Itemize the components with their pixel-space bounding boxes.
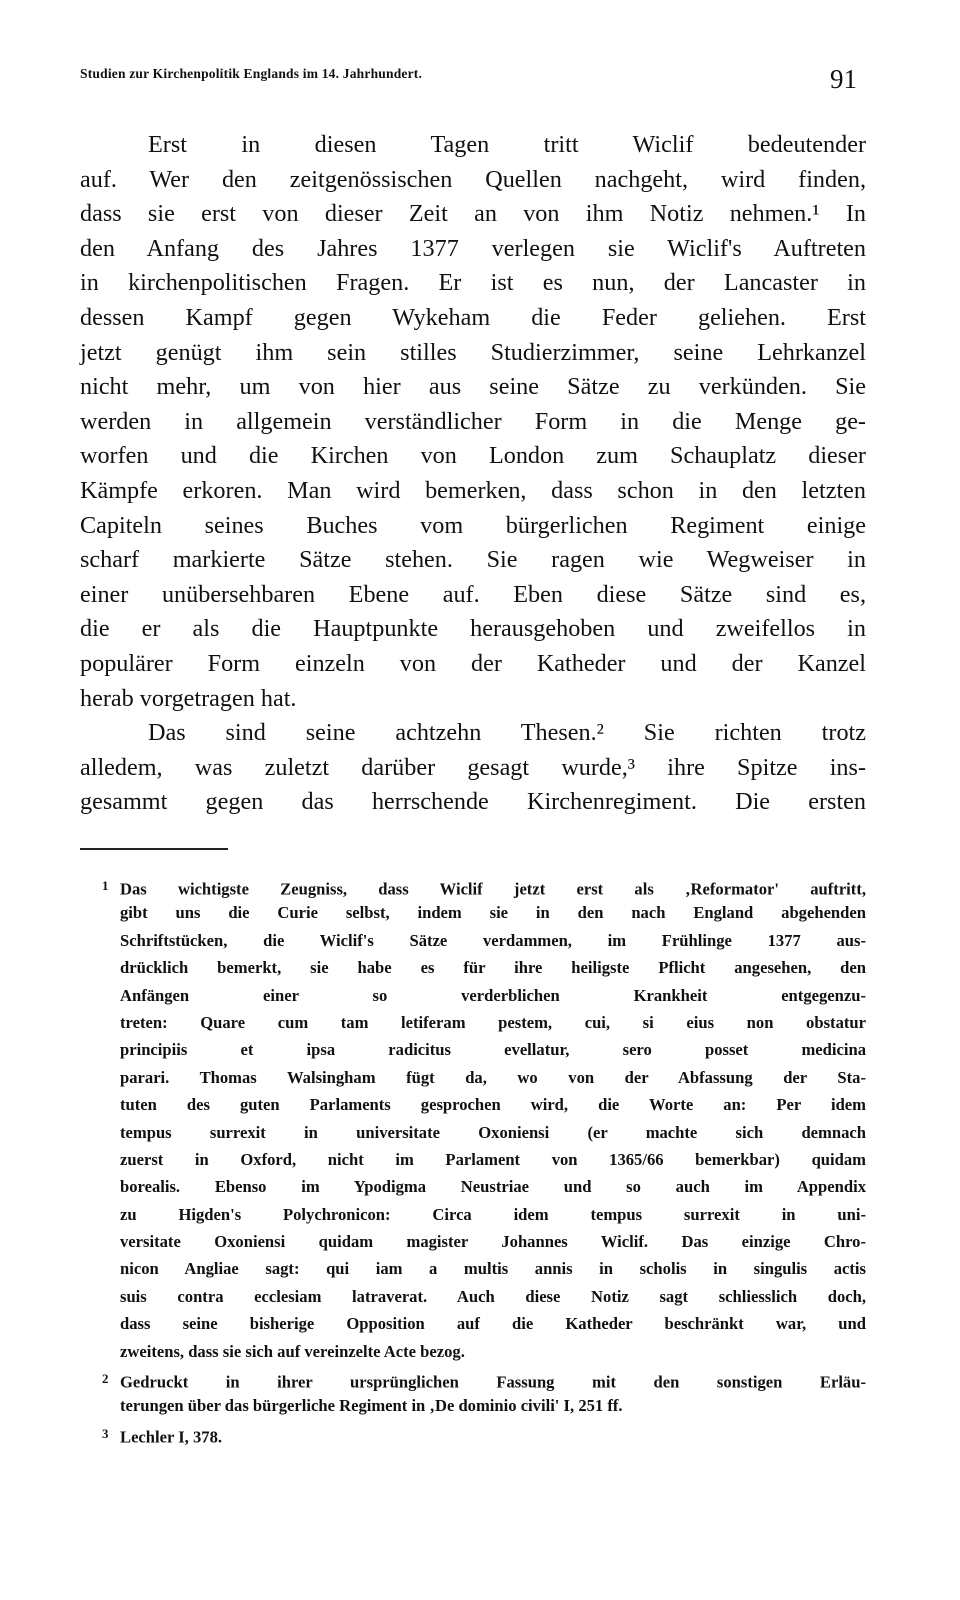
footnote-1-line: parari. Thomas Walsingham fügt da, wo von der Abfassung der Sta-	[120, 1067, 866, 1087]
body-line: Erst in diesen Tagen tritt Wiclif bedeutender	[148, 131, 866, 158]
body-line: worfen und die Kirchen von London zum Schauplatz dieser	[80, 442, 866, 470]
footnote-1-marker: 1	[102, 878, 109, 893]
footnote-1-line: suis contra ecclesiam latraverat. Auch diese Notiz sagt schliesslich doch,	[120, 1286, 866, 1306]
footnote-1-line: tempus surrexit in universitate Oxoniensi (er machte sich demnach	[120, 1122, 866, 1142]
body-line: in kirchenpolitischen Fragen. Er ist es nun, der Lancaster in	[80, 269, 866, 297]
footnote-1-line: gibt uns die Curie selbst, indem sie in den nach England abgehenden	[120, 903, 866, 923]
footnote-2-text: Gedruckt in ihrer ursprünglichen Fassung mit den sonstigen Erläu-	[120, 1372, 866, 1392]
footnote-1-line: Schriftstücken, die Wiclif's Sätze verdammen, im Frühlinge 1377 aus-	[120, 930, 866, 950]
footnote-3-marker: 3	[102, 1425, 109, 1441]
footnote-1-line: zweitens, dass sie sich auf vereinzelte Acte bezog.	[120, 1341, 465, 1361]
running-header-title: Studien zur Kirchenpolitik Englands im 14. Jahrhundert.	[80, 66, 423, 81]
footnote-1-line: treten: Quare cum tam letiferam pestem, cui, si eius non obstatur	[120, 1012, 866, 1032]
footnote-2-line	[80, 1365, 866, 1392]
page-number: 91	[830, 64, 857, 94]
body-line: Kämpfe erkoren. Man wird bemerken, dass schon in den letzten	[80, 476, 866, 504]
main-text-block	[80, 128, 866, 820]
body-line: herab vorgetragen hat.	[80, 684, 297, 712]
footnote-1-line: borealis. Ebenso im Ypodigma Neustriae und so auch im Appendix	[120, 1177, 866, 1197]
body-line: dass sie erst von dieser Zeit an von ihm Notiz nehmen.¹ In	[80, 200, 866, 228]
footnote-1-line: drücklich bemerkt, sie habe es für ihre heiligste Pflicht angesehen, den	[120, 958, 866, 978]
footnote-3-line	[80, 1420, 866, 1447]
footnote-1-line: versitate Oxoniensi quidam magister Johannes Wiclif. Das einzige Chro-	[120, 1232, 866, 1252]
body-line: alledem, was zuletzt darüber gesagt wurde,³ ihre Spitze ins-	[80, 753, 866, 781]
footnote-1-line: principiis et ipsa radicitus evellatur, sero posset medicina	[120, 1040, 866, 1060]
footnote-2-marker: 2	[102, 1371, 109, 1387]
footnote-3-text: Lechler I, 378.	[120, 1427, 223, 1447]
footnotes-block	[80, 872, 866, 1447]
body-line: nicht mehr, um von hier aus seine Sätze zu verkünden. Sie	[80, 373, 866, 401]
body-line: scharf markierte Sätze stehen. Sie ragen wie Wegweiser in	[80, 546, 866, 574]
body-line: gesammt gegen das herrschende Kirchenregiment. Die ersten	[80, 788, 866, 816]
body-line: jetzt genügt ihm sein stilles Studierzimmer, seine Lehrkanzel	[80, 338, 866, 366]
footnote-1-line: tuten des guten Parlaments gesprochen wird, die Worte an: Per idem	[120, 1095, 866, 1115]
body-line: die er als die Hauptpunkte herausgehoben und zweifellos in	[80, 615, 866, 643]
footnote-1-line	[80, 872, 866, 899]
body-line: den Anfang des Jahres 1377 verlegen sie Wiclif's Auftreten	[80, 234, 866, 262]
body-line: auf. Wer den zeitgenössischen Quellen nachgeht, wird finden,	[80, 165, 866, 193]
footnote-1-line: nicon Angliae sagt: qui iam a multis annis in scholis in singulis actis	[120, 1259, 866, 1279]
body-line: einer unübersehbaren Ebene auf. Eben diese Sätze sind es,	[80, 580, 866, 608]
footnote-2-line: terungen über das bürgerliche Regiment in ‚De dominio civili' I, 251 ff.	[120, 1396, 623, 1416]
body-line: Capiteln seines Buches vom bürgerlichen Regiment einige	[80, 511, 866, 539]
footnote-1-line: Anfängen einer so verderblichen Krankheit entgegenzu-	[120, 985, 866, 1005]
body-line: werden in allgemein verständlicher Form in die Menge ge-	[80, 407, 866, 435]
body-line: dessen Kampf gegen Wykeham die Feder geliehen. Erst	[80, 303, 866, 331]
body-line: populärer Form einzeln von der Katheder und der Kanzel	[80, 649, 866, 677]
footnote-1-line: zu Higden's Polychronicon: Circa idem tempus surrexit in uni-	[120, 1204, 866, 1224]
footnote-1-line: zuerst in Oxford, nicht im Parlament von 1365/66 bemerkbar) quidam	[120, 1149, 866, 1169]
body-line: Das sind seine achtzehn Thesen.² Sie richten trotz	[148, 719, 866, 747]
footnote-1-line: dass seine bisherige Opposition auf die Katheder beschränkt war, und	[120, 1314, 866, 1334]
footnote-separator-rule	[80, 848, 228, 850]
footnote-1-text: Das wichtigste Zeugniss, dass Wiclif jetzt erst als ‚Reformator' auftritt,	[120, 879, 866, 899]
